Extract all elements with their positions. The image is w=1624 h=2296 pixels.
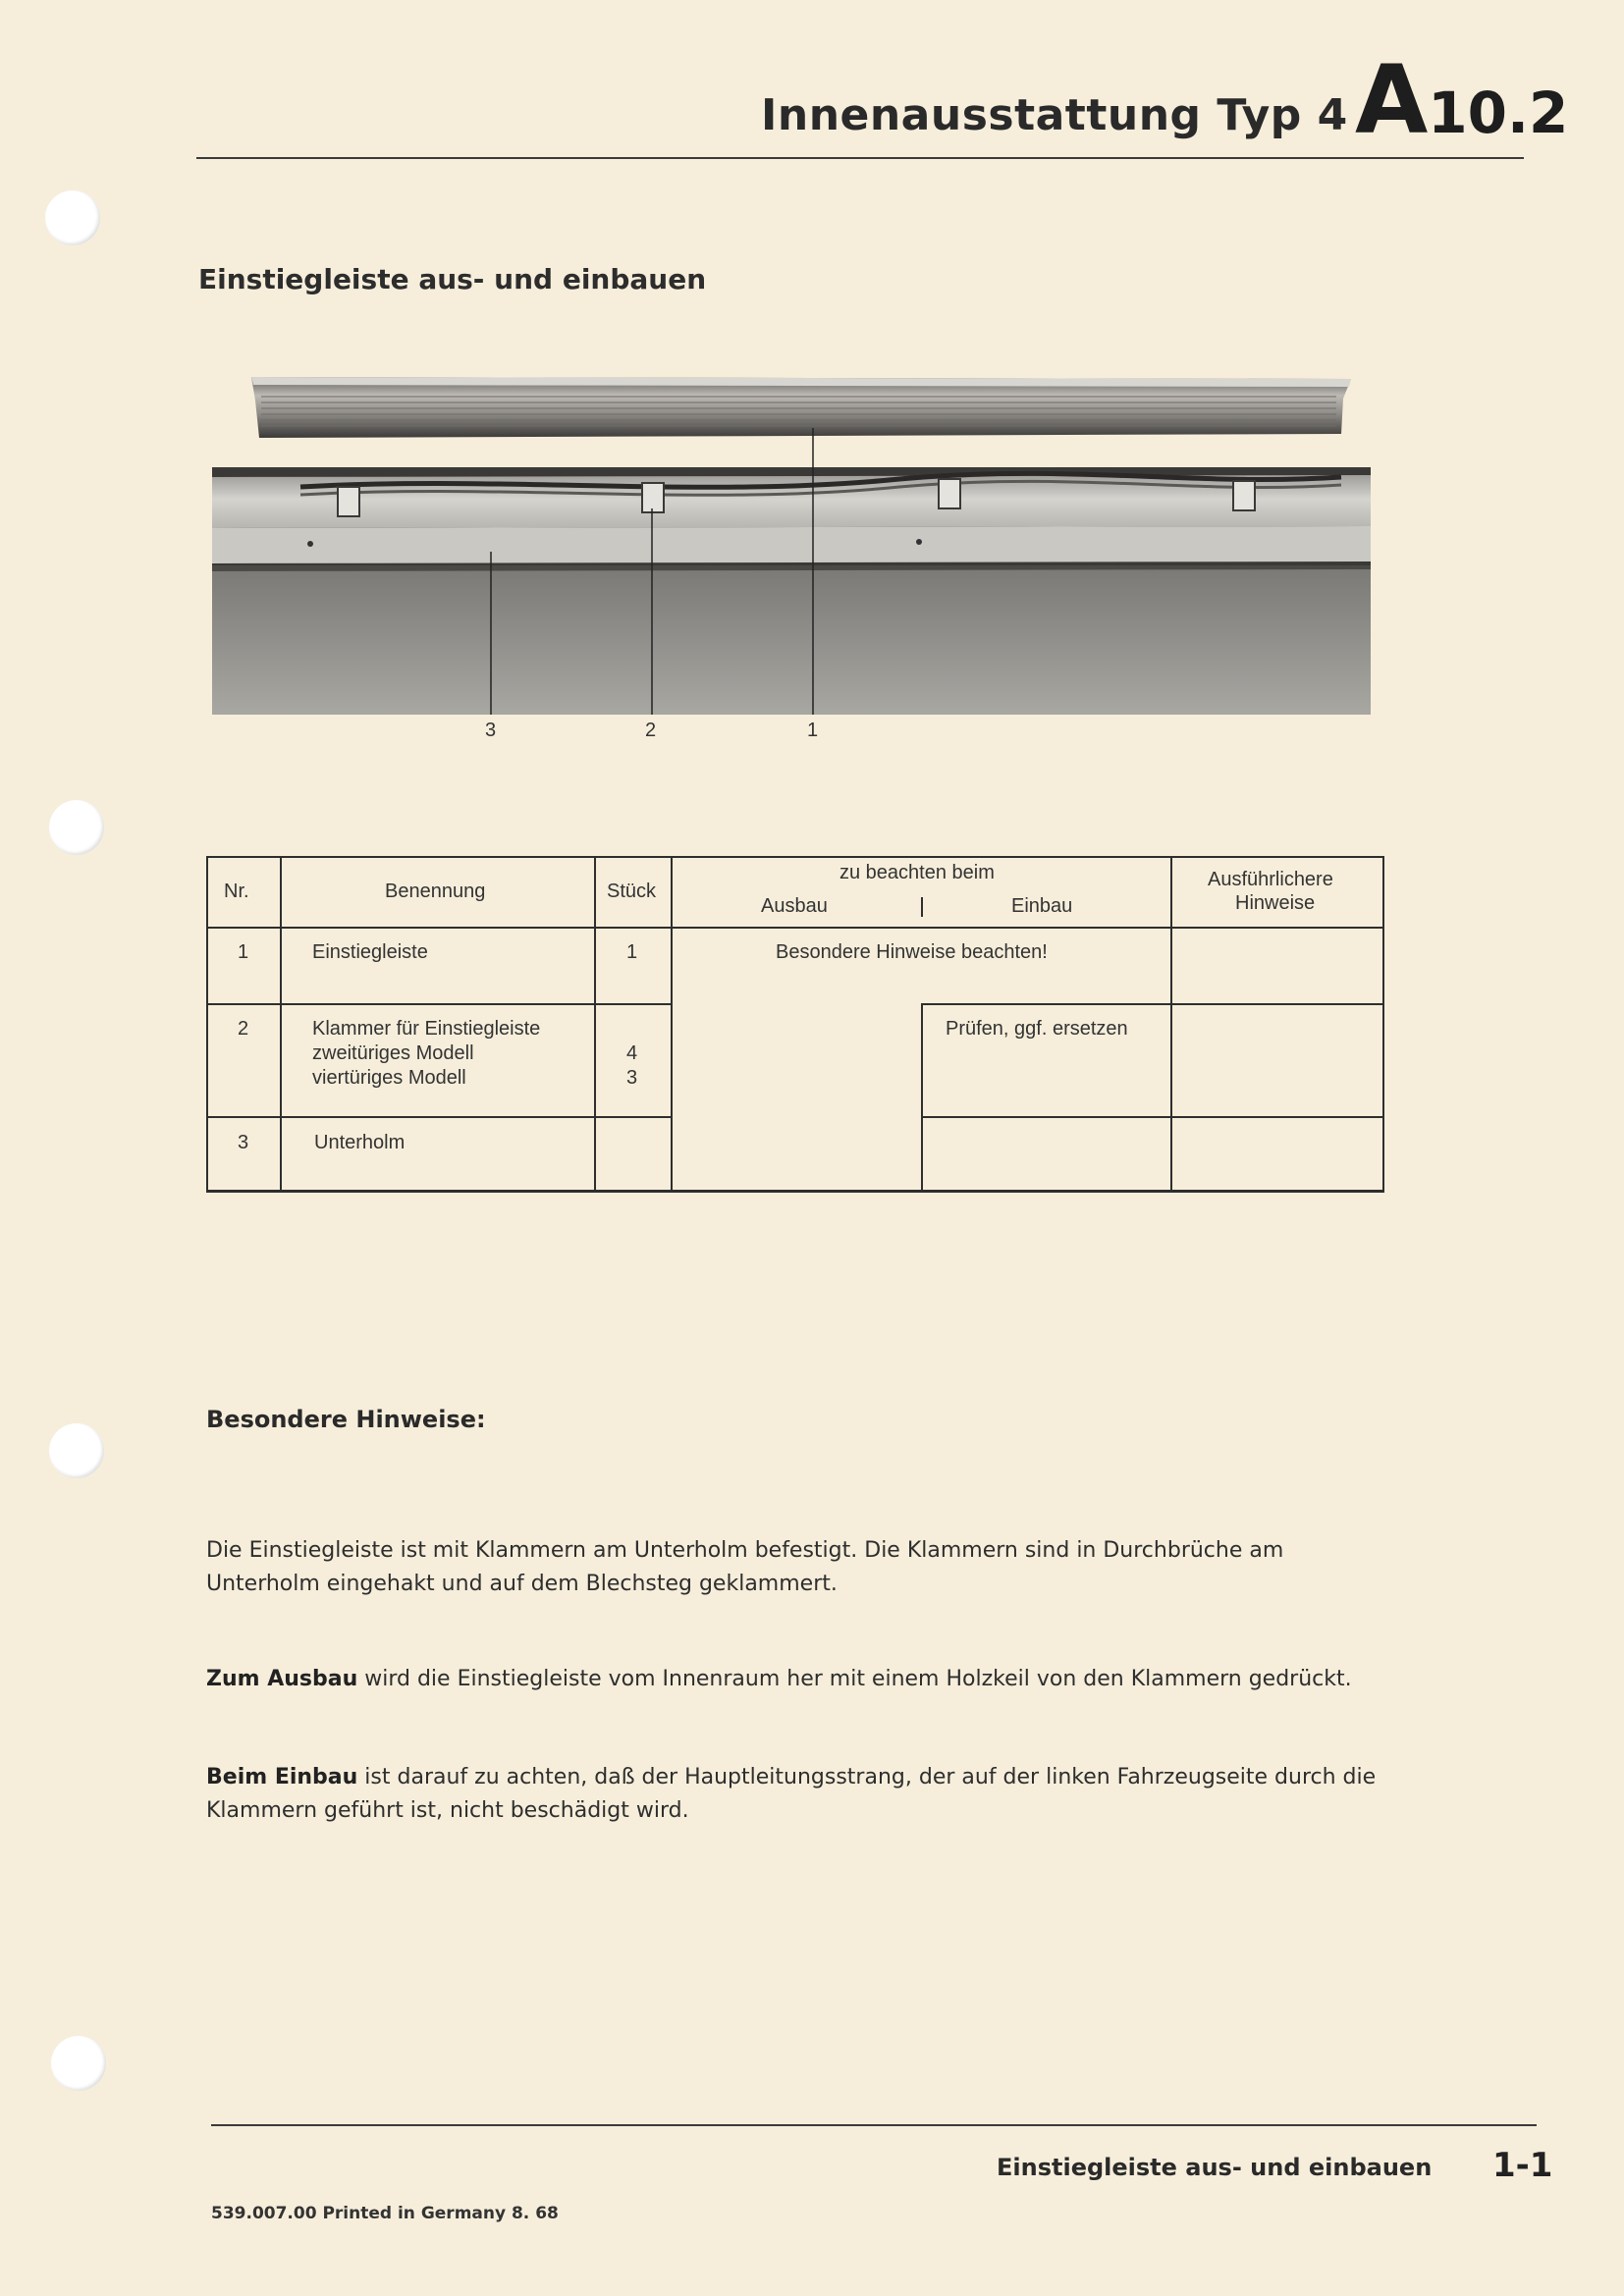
- notes-paragraph-2-lead: Zum Ausbau: [206, 1667, 358, 1691]
- document-title: Innenausstattung Typ 4: [761, 90, 1348, 140]
- parts-table: [206, 856, 1384, 1192]
- row1-ausbau-einbau: Besondere Hinweise beachten!: [776, 941, 1048, 963]
- table-row-line: [206, 1116, 673, 1118]
- table-col-line: [280, 856, 282, 1192]
- page-number: 1-1: [1492, 2146, 1553, 2185]
- row2-nr: 2: [238, 1018, 249, 1040]
- table-row-line: [921, 1003, 1384, 1005]
- header-nr: Nr.: [224, 881, 249, 902]
- callout-2: 2: [645, 720, 657, 741]
- row2-name-line2: zweitüriges Modell: [312, 1042, 474, 1064]
- section-code: [1355, 45, 1568, 155]
- row2-name-line1: Klammer für Einstiegleiste: [312, 1018, 541, 1040]
- row1-stueck: 1: [626, 941, 638, 963]
- table-row-line: [921, 1116, 1384, 1118]
- table-row-line: [206, 927, 1384, 929]
- notes-paragraph-3: [206, 1761, 1404, 1828]
- table-col-line: [1170, 856, 1172, 1192]
- row2-einbau: Prüfen, ggf. ersetzen: [946, 1018, 1128, 1040]
- header-rule: [196, 157, 1524, 159]
- table-border-bottom: [206, 1190, 1384, 1193]
- section-number: 10.2: [1428, 80, 1569, 146]
- table-border-left: [206, 856, 208, 1192]
- section-heading: Einstiegleiste aus- und einbauen: [198, 263, 707, 295]
- header-hinweise-line2: Hinweise: [1235, 892, 1316, 914]
- header-stueck: Stück: [607, 881, 657, 902]
- callout-1: 1: [807, 720, 819, 741]
- print-info: 539.007.00 Printed in Germany 8. 68: [211, 2204, 559, 2223]
- notes-paragraph-1: Die Einstiegleiste ist mit Klammern am Unterholm befestigt. Die Klammern sind in Durchbrüche am Unterholm eingehakt und auf dem Blechsteg geklammert.: [206, 1538, 1284, 1596]
- sill-body-drawing: [212, 467, 1371, 715]
- table-col-line: [921, 1003, 923, 1192]
- table-col-line: [594, 856, 596, 1192]
- row2-stueck-line2: 4: [626, 1042, 638, 1064]
- table-row-line: [206, 1003, 673, 1005]
- row3-name: Unterholm: [314, 1132, 406, 1153]
- sill-photo: [212, 369, 1371, 715]
- table-col-line: [921, 897, 923, 917]
- row2-name-line3: viertüriges Modell: [312, 1067, 466, 1089]
- notes-paragraph-2-text: wird die Einstiegleiste vom Innenraum her mit einem Holzkeil von den Klammern gedrückt.: [357, 1667, 1352, 1691]
- row2-stueck-line3: 3: [626, 1067, 638, 1089]
- table-border-right: [1382, 856, 1384, 1192]
- row3-nr: 3: [238, 1132, 249, 1153]
- table-col-line: [671, 856, 673, 1192]
- punch-hole: [51, 2036, 106, 2091]
- row1-nr: 1: [238, 941, 249, 963]
- footer-rule: [211, 2124, 1537, 2126]
- section-letter: A: [1355, 45, 1429, 155]
- row1-name: Einstiegleiste: [312, 941, 428, 963]
- punch-hole: [45, 190, 100, 245]
- header-benennung: Benennung: [385, 881, 486, 902]
- notes-paragraph-3-text: ist darauf zu achten, daß der Hauptleitungsstrang, der auf der linken Fahrzeugseite durch die Klammern geführt ist, nicht beschädigt wird.: [206, 1765, 1377, 1823]
- table-border-top: [206, 856, 1384, 858]
- footer-title: Einstiegleiste aus- und einbauen: [997, 2154, 1433, 2181]
- header-ausbau: Ausbau: [761, 895, 828, 917]
- notes-paragraph-3-lead: Beim Einbau: [206, 1765, 358, 1789]
- punch-hole: [49, 1423, 104, 1478]
- notes-paragraph-2: [206, 1663, 1404, 1696]
- punch-hole: [49, 800, 104, 855]
- header-hinweise-line1: Ausführlichere: [1208, 869, 1333, 890]
- header-einbau: Einbau: [1011, 895, 1073, 917]
- callout-3: 3: [485, 720, 497, 741]
- sill-strip-drawing: [251, 377, 1351, 438]
- header-zu-beachten: zu beachten beim: [839, 862, 995, 883]
- notes-heading: Besondere Hinweise:: [206, 1406, 486, 1433]
